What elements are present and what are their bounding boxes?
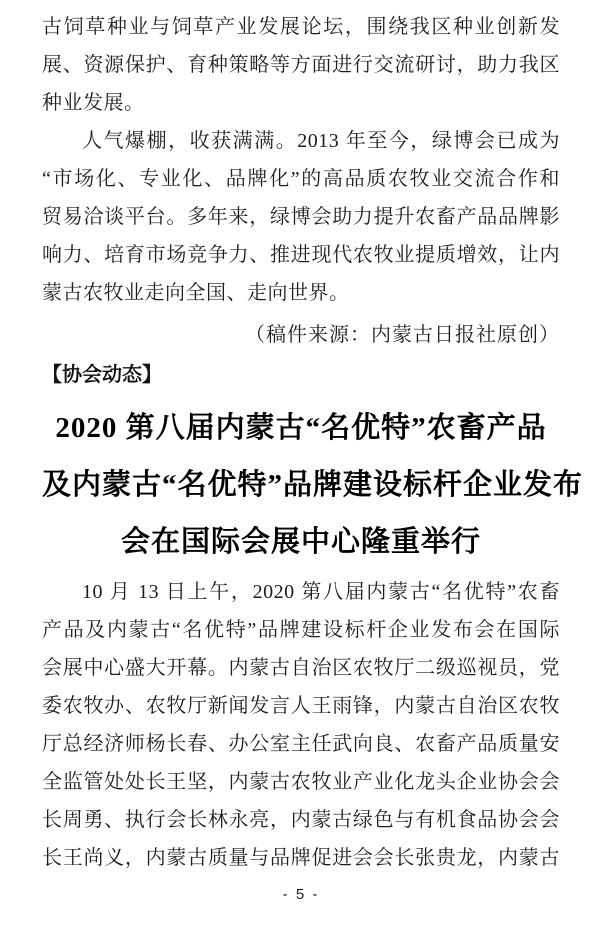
source-attribution: （稿件来源：内蒙古日报社原创） — [245, 324, 560, 346]
text-line: 长周勇、执行会长林永亮，内蒙古绿色与有机食品协会会 — [42, 809, 560, 831]
text-line: 人气爆棚，收获满满。2013 年至今，绿博会已成为 — [82, 130, 560, 152]
text-line: 10 月 13 日上午，2020 第八届内蒙古“名优特”农畜 — [82, 581, 560, 603]
text-line: 响力、培育市场竞争力、推进现代农牧业提质增效，让内 — [42, 244, 560, 266]
paragraph-forage-seed-forum — [42, 8, 560, 122]
text-line: 会展中心盛大开幕。内蒙古自治区农牧厅二级巡视员，党 — [42, 657, 560, 679]
headline-line: 及内蒙古“名优特”品牌建设标杆企业发布 — [42, 469, 584, 501]
text-line: 委农牧办、农牧厅新闻发言人王雨锋，内蒙古自治区农牧 — [42, 695, 560, 717]
text-line: 展、资源保护、育种策略等方面进行交流研讨，助力我区 — [42, 54, 560, 76]
paragraph-expo-achievements — [42, 122, 560, 312]
headline-line: 会在国际会展中心隆重举行 — [120, 526, 481, 558]
headline-line: 2020 第八届内蒙古“名优特”农畜产品 — [55, 412, 547, 444]
text-line: “市场化、专业化、品牌化”的高品质农牧业交流合作和 — [42, 168, 560, 190]
text-line: 古饲草种业与饲草产业发展论坛，围绕我区种业创新发 — [42, 16, 560, 38]
text-line: 种业发展。 — [42, 92, 145, 114]
text-line: 蒙古农牧业走向全国、走向世界。 — [42, 282, 350, 304]
text-line: 产品及内蒙古“名优特”品牌建设标杆企业发布会在国际 — [42, 619, 560, 641]
text-line: 厅总经济师杨长春、办公室主任武向良、农畜产品质量安 — [42, 733, 560, 755]
page-number: - 5 - — [282, 886, 320, 903]
paragraph-event-opening — [42, 573, 560, 877]
article-headline — [42, 400, 584, 571]
text-line: 长王尚义，内蒙古质量与品牌促进会会长张贵龙，内蒙古 — [42, 847, 560, 869]
section-label-association-news: 【协会动态】 — [42, 364, 162, 386]
text-line: 全监管处处长王坚，内蒙古农牧业产业化龙头企业协会会 — [42, 771, 560, 793]
text-line: 贸易洽谈平台。多年来，绿博会助力提升农畜产品品牌影 — [42, 206, 560, 228]
